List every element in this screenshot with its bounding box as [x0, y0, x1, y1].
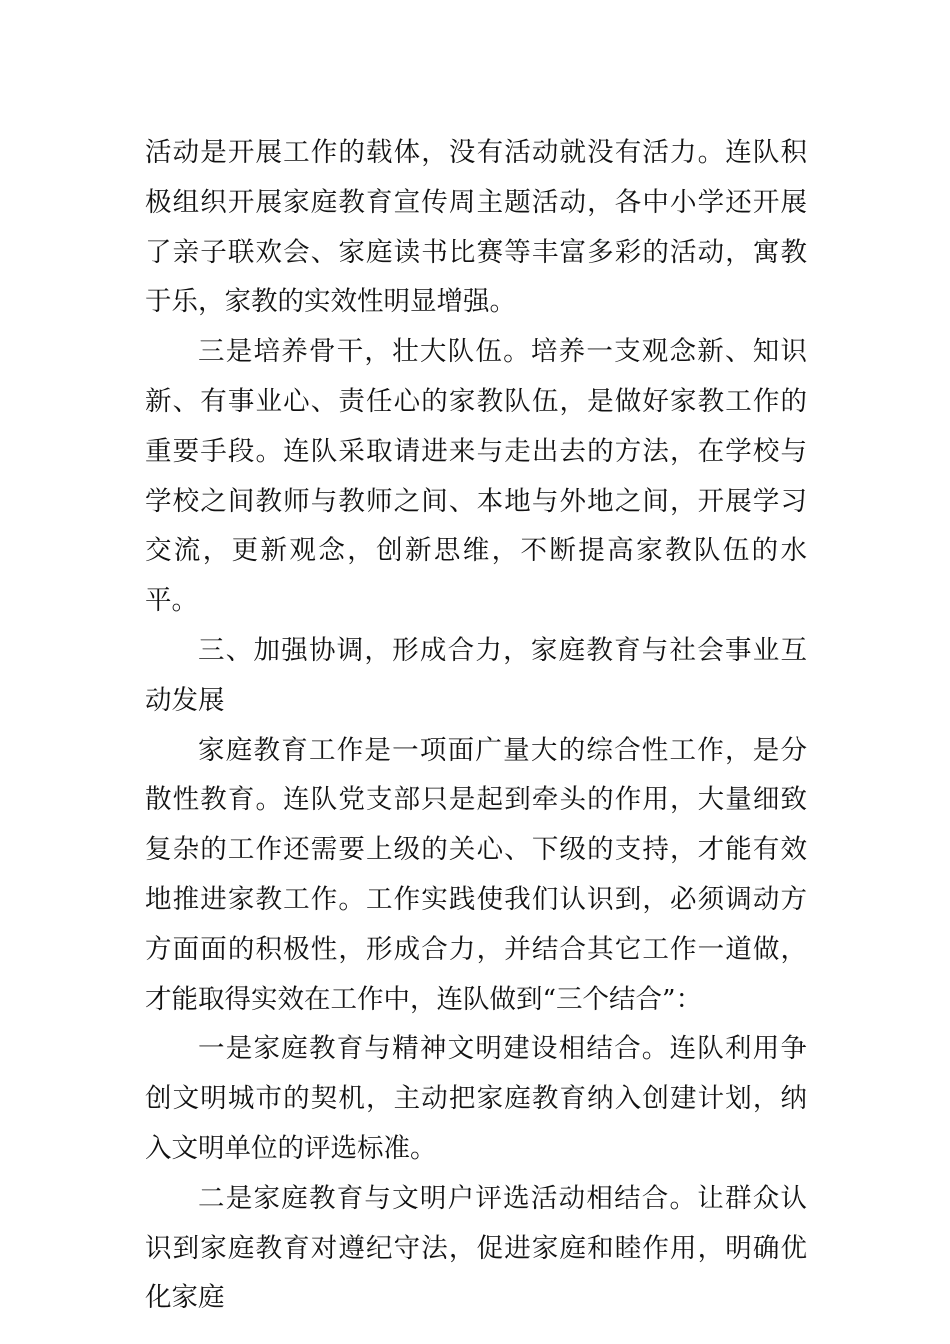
paragraph-comprehensive-work: 家庭教育工作是一项面广量大的综合性工作，是分散性教育。连队党支部只是起到牵头的作用，大量细致复杂的工作还需要上级的关心、下级的支持，才能有效地推进家教工作。工作实践使我们认识到，必须调动方方面面的积极性，形成合力，并结合其它工作一道做，才能取得实效在工作中，连队做到“三个结合”：: [145, 734, 807, 1015]
paragraph-training-backbone: 三是培养骨干，壮大队伍。培养一支观念新、知识新、有事业心、责任心的家教队伍，是做好家教工作的重要手段。连队采取请进来与走出去的方法，在学校与学校之间教师与教师之间、本地与外地之间，开展学习交流，更新观念，创新思维，不断提高家教队伍的水平。: [145, 336, 807, 617]
paragraph-activities: 活动是开展工作的载体，没有活动就没有活力。连队积极组织开展家庭教育宣传周主题活动，各中小学还开展了亲子联欢会、家庭读书比赛等丰富多彩的活动，寓教于乐，家教的实效性明显增强。: [145, 137, 807, 318]
body-text: [145, 128, 807, 1323]
paragraph-spiritual-civilization: 一是家庭教育与精神文明建设相结合。连队利用争创文明城市的契机，主动把家庭教育纳入创建计划，纳入文明单位的评选标准。: [145, 1033, 807, 1164]
paragraph-civilized-household: 二是家庭教育与文明户评选活动相结合。让群众认识到家庭教育对遵纪守法，促进家庭和睦作用，明确优化家庭: [145, 1182, 807, 1314]
section-heading-coordination: 三、加强协调，形成合力，家庭教育与社会事业互动发展: [145, 634, 807, 716]
